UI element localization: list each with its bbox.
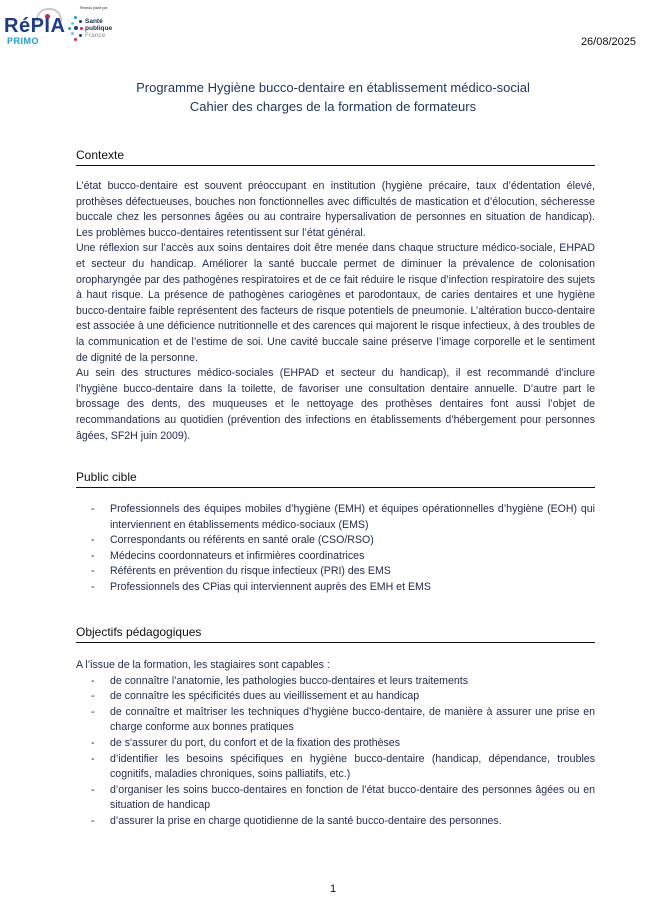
list-item: - Médecins coordonnateurs et infirmières coordinatrices bbox=[90, 549, 595, 565]
section-body-contexte bbox=[76, 179, 595, 444]
list-item: - d’assurer la prise en charge quotidienne de la santé bucco-dentaire des personnes. bbox=[90, 814, 595, 830]
list-item: - Professionnels des équipes mobiles d’hygiène (EMH) et équipes opérationnelles d’hygiène (EOH) qui interviennent en établissements médico-sociaux (EMS) bbox=[90, 502, 595, 533]
list-item: - de s'assurer du port, du confort et de la fixation des prothèses bbox=[90, 736, 595, 752]
objectifs-intro: A l’issue de la formation, les stagiaires sont capables : bbox=[76, 659, 330, 671]
section-body-public-cible bbox=[90, 502, 595, 596]
spf-logo-text bbox=[85, 18, 112, 39]
partner-caption: Réseau piloté par bbox=[80, 6, 108, 10]
page-header bbox=[0, 0, 666, 60]
title-line-1: Programme Hygiène bucco-dentaire en établissement médico-social bbox=[136, 80, 530, 95]
repia-logo bbox=[4, 8, 66, 48]
sante-publique-france-logo bbox=[68, 6, 128, 46]
list-item: - d’organiser les soins bucco-dentaires en fonction de l’état bucco-dentaire des personnes âgées ou en situation de handicap bbox=[90, 783, 595, 814]
repia-primo-text: PRIMO bbox=[7, 36, 40, 46]
contexte-paragraph: L’état bucco-dentaire est souvent préoccupant en institution (hygiène précaire, taux d’édentation élevé, prothèses défectueuses, bouches non fonctionnelles avec difficultés de mastication et d’élocution, sécheresse buccale chez les personnes âgées ou au contraire hypersalivation de personnes en situation de handicap). Les problèmes bucco-dentaires retentissent sur l’état général. bbox=[76, 180, 595, 239]
page-number: 1 bbox=[329, 883, 337, 895]
list-item: - de connaître les spécificités dues au vieillissement et au handicap bbox=[90, 689, 595, 705]
contexte-paragraph: Une réflexion sur l’accès aux soins dentaires doit être menée dans chaque structure médico-sociale, EHPAD et secteur du handicap. Améliorer la santé buccale permet de diminuer la prévalence de colonisation oropharyngée par des pathogènes respiratoires et de ce fait réduire le risque d’infection respiratoire des sujets à haut risque. La présence de pathogènes cariogènes et parodontaux, de caries dentaires et une hygiène bucco-dentaire faible représentent des facteurs de risque potentiels de pneumonie. L’altération bucco-dentaire est associée à une déficience nutritionnelle et des carences qui majorent le risque infectieux, à des troubles de la communication et de l’estime de soi. Une cavité buccale saine préserve l’image corporelle et le sentiment de dignité de la personne. bbox=[76, 242, 595, 364]
list-item: - d’identifier les besoins spécifiques en hygiène bucco-dentaire (handicap, dépendance, troubles cognitifs, maladies chroniques, soins palliatifs, etc.) bbox=[90, 752, 595, 783]
title-line-2: Cahier des charges de la formation de formateurs bbox=[189, 99, 477, 114]
document-title bbox=[0, 78, 666, 116]
repia-logo-text: RéPIA bbox=[4, 15, 66, 37]
list-item: - Référents en prévention du risque infectieux (PRI) des EMS bbox=[90, 564, 595, 580]
list-item: - Correspondants ou référents en santé orale (CSO/RSO) bbox=[90, 533, 595, 549]
list-item: - de connaître l’anatomie, les pathologies bucco-dentaires et leurs traitements bbox=[90, 674, 595, 690]
spf-line-2: publique bbox=[85, 25, 113, 32]
section-heading-objectifs: Objectifs pédagogiques bbox=[76, 625, 595, 643]
section-heading-public-cible: Public cible bbox=[76, 470, 595, 488]
section-body-objectifs bbox=[76, 658, 595, 830]
list-item: - Professionnels des CPias qui interviennent auprès des EMH et EMS bbox=[90, 580, 595, 596]
public-cible-list bbox=[90, 502, 595, 596]
list-item: - de connaître et maîtriser les techniques d’hygiène bucco-dentaire, de manière à assurer une prise en charge conforme aux bonnes pratiques bbox=[90, 705, 595, 736]
spf-line-3: France bbox=[85, 32, 106, 39]
document-date: 26/08/2025 bbox=[580, 36, 636, 48]
section-heading-contexte: Contexte bbox=[76, 148, 595, 166]
objectifs-list bbox=[90, 674, 595, 830]
spf-dots-icon bbox=[68, 16, 84, 42]
contexte-paragraph: Au sein des structures médico-sociales (EHPAD et secteur du handicap), il est recommandé d’inclure l’hygiène bucco-dentaire dans la toilette, de favoriser une consultation dentaire annuelle. D’autre part le brossage des dents, des muqueuses et le nettoyage des prothèses dentaires font aussi l’objet de recommandations au quotidien (prévention des infections en établissements d’hébergement pour personnes âgées, SF2H juin 2009). bbox=[76, 367, 595, 442]
spf-line-1: Santé bbox=[85, 18, 103, 25]
